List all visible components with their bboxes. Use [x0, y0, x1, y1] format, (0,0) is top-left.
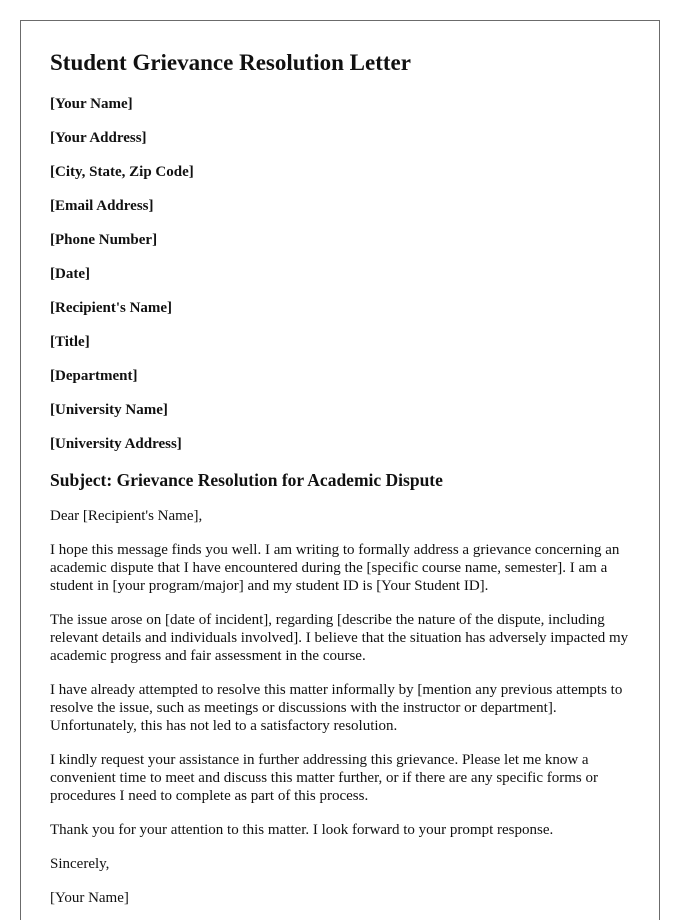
sender-recipient-block	[50, 95, 640, 453]
university-address: [University Address]	[50, 436, 182, 452]
letter-title: Student Grievance Resolution Letter	[50, 50, 411, 75]
body-paragraph-thanks: Thank you for your attention to this matter. I look forward to your prompt response.	[50, 822, 554, 838]
sender-phone: [Phone Number]	[50, 232, 158, 248]
sender-address: [Your Address]	[50, 130, 147, 146]
body-paragraph-request: I kindly request your assistance in further addressing this grievance. Please let me know a convenient time to meet and discuss this matter further, or if there are any specific forms or procedures I need to complete as part of this process.	[50, 752, 598, 804]
salutation: Dear [Recipient's Name],	[50, 508, 203, 524]
letter-content	[50, 49, 640, 907]
body-paragraph-attempts: I have already attempted to resolve this matter informally by [mention any previous attempts to resolve the issue, such as meetings or discussions with the instructor or department]. Unfortunately, this has not led to a satisfactory resolution.	[50, 682, 623, 734]
letter-date: [Date]	[50, 266, 90, 282]
sender-name: [Your Name]	[50, 96, 133, 112]
sender-city-state-zip: [City, State, Zip Code]	[50, 164, 194, 180]
sender-email: [Email Address]	[50, 198, 154, 214]
closing: Sincerely,	[50, 856, 110, 872]
letter-page	[20, 20, 660, 920]
university-name: [University Name]	[50, 402, 168, 418]
body-paragraph-issue: The issue arose on [date of incident], regarding [describe the nature of the dispute, including relevant details and individuals involved]. I believe that the situation has adversely impacted my academic progress and fair assessment in the course.	[50, 612, 629, 664]
recipient-title: [Title]	[50, 334, 90, 350]
signature-name: [Your Name]	[50, 890, 129, 906]
letter-subject: Subject: Grievance Resolution for Academic Dispute	[50, 470, 443, 490]
body-paragraph-intro: I hope this message finds you well. I am writing to formally address a grievance concerning an academic dispute that I have encountered during the [specific course name, semester]. I am a student in [your program/major] and my student ID is [Your Student ID].	[50, 542, 620, 594]
recipient-name: [Recipient's Name]	[50, 300, 173, 316]
recipient-department: [Department]	[50, 368, 138, 384]
